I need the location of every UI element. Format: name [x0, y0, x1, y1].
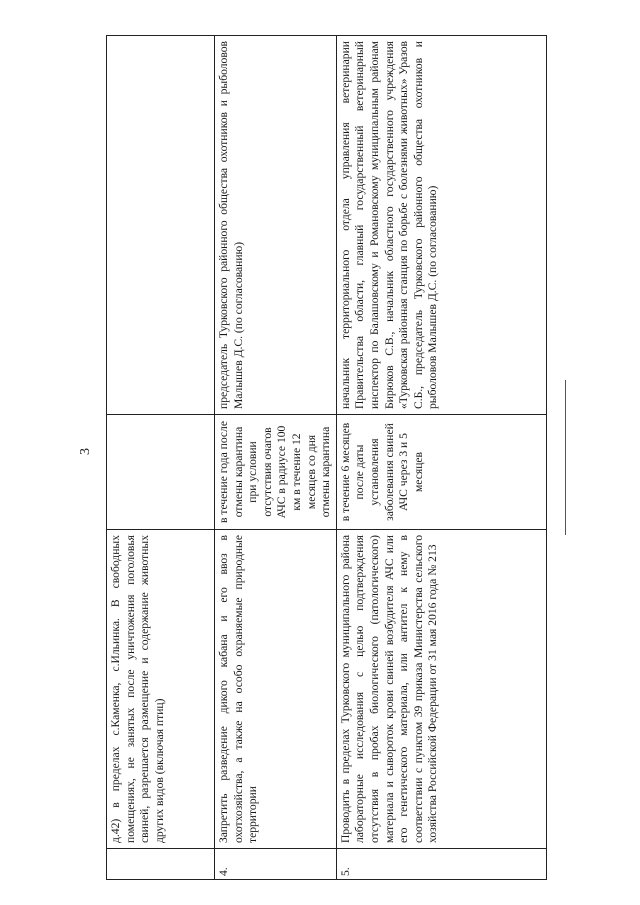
action-cell: Проводить в пределах Турковского муниципального района лабораторные исследования с целью подтверждения отсутствия в пробах биологического (патологического) материала и сывороток крови свиней возбудителя АЧС или его генетического материала, или антител к нему в соответствии с пунктом 39 приказа Министерства сельского хозяйства Российской Федерации от 31 мая 2016 года № 213 — [336, 530, 546, 849]
table-row — [336, 36, 546, 880]
table-row — [215, 36, 337, 880]
row-number — [107, 849, 215, 880]
measures-table — [106, 35, 547, 880]
responsible-cell: председатель Турковского районного общества охотников и рыболовов Малышев Д.С. (по согласованию) — [215, 36, 337, 415]
row-number: 4. — [215, 849, 337, 880]
term-cell: в течение 6 месяцев после даты установления заболевания свиней АЧС через 3 и 5 месяцев — [336, 415, 546, 530]
term-cell: в течение года после отмены карантина при условии отсутствия очагов АЧС в радиусе 100 км в течение 12 месяцев со дня отмены карантина — [215, 415, 337, 530]
page-number: 3 — [78, 448, 93, 455]
action-cell: д.42) в пределах с.Каменка, с.Ильинка. В свободных помещениях, не занятых после уничтожения поголовья свиней, разрешается размещение и содержание животных других видов (включая птиц) — [107, 530, 215, 849]
row-number: 5. — [336, 849, 546, 880]
responsible-cell — [107, 36, 215, 415]
term-cell — [107, 415, 215, 530]
responsible-cell: начальник территориального отдела управления ветеринарии Правительства области, главный государственный ветеринарный инспектор по Балашовскому и Романовскому муниципальным районам Бирюков С.В., начальник областного государственного учреждения «Турковская районная станция по борьбе с болезнями животных» Уразов С.Б., председатель Турковского районного общества охотников и рыболовов Малышев Д.С. (по согласованию) — [336, 36, 546, 415]
separator-line — [565, 380, 566, 535]
table-row — [107, 36, 215, 880]
action-cell: Запретить разведение дикого кабана и его ввоз в охотхозяйства, а также на особо охраняемые природные территории — [215, 530, 337, 849]
rotated-table-wrapper — [106, 35, 516, 880]
